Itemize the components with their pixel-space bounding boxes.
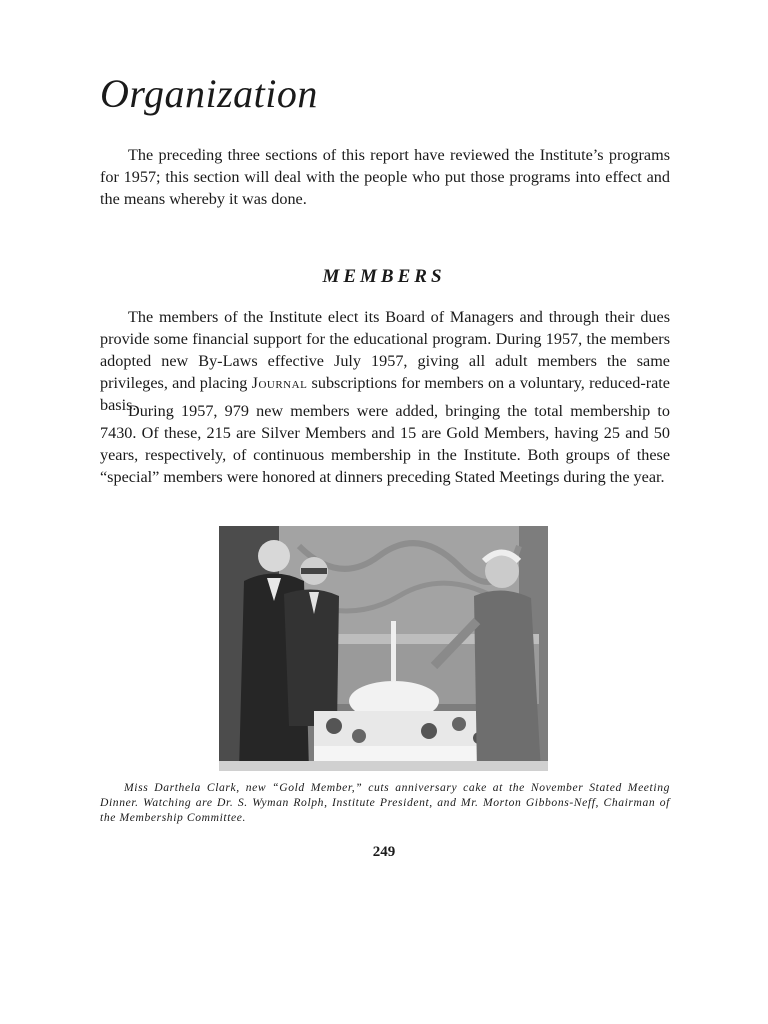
photo-illustration xyxy=(219,526,548,771)
members-paragraph-2: During 1957, 979 new members were added, bringing the total membership to 7430. Of these, 215 are Silver Members and 15 are Gold Members, having 25 and 50 years, respectively, of continuous membership in the Institute. Both groups of these “special” members were honored at dinners preceding Stated Meetings during the year. xyxy=(100,402,670,486)
photo-caption: Miss Darthela Clark, new “Gold Member,” cuts anniversary cake at the November Stated Meeting Dinner. Watching are Dr. S. Wyman Rolph, Institute President, and Mr. Morton Gibbons-Neff, Chairman of the Membership Committee. xyxy=(100,781,670,824)
page-number: 249 xyxy=(372,844,396,860)
p1-text-before: The members of the Institute elect its Board of Managers and through their dues provide some financial support for the educational program. During 1957, the members adopted new By-Laws effective July 1957, giving all adult members the same privileges, and placing xyxy=(100,308,670,392)
intro-paragraph: The preceding three sections of this report have reviewed the Institute’s programs for 1957; this section will deal with the people who put those programs into effect and the means whereby it was done. xyxy=(100,146,670,208)
journal-term: Journal xyxy=(251,374,308,392)
page-title: Organization xyxy=(100,71,318,116)
section-heading-members: MEMBERS xyxy=(322,266,446,287)
dinner-photo xyxy=(219,526,548,771)
p1-text-after: subscriptions for members on a voluntary, reduced-rate basis. xyxy=(100,374,670,414)
